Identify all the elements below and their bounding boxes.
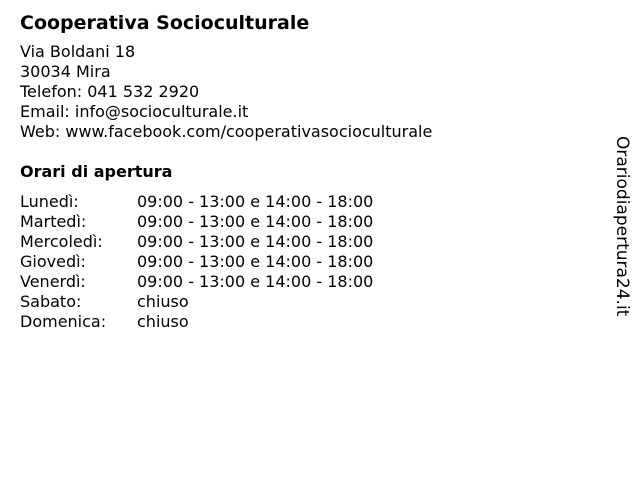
day-label: Lunedì:	[20, 192, 79, 211]
opening-hours-title: Orari di apertura	[20, 162, 173, 181]
day-label: Martedì:	[20, 212, 87, 231]
site-brand-vertical: Orariodiapertura24.it	[612, 136, 632, 317]
hours-row-friday	[20, 272, 600, 292]
day-hours: 09:00 - 13:00 e 14:00 - 18:00	[137, 212, 374, 231]
day-label: Mercoledì:	[20, 232, 103, 251]
opening-hours-table	[20, 192, 600, 332]
day-label: Sabato:	[20, 292, 82, 311]
day-hours: chiuso	[137, 312, 189, 331]
address-street: Via Boldani 18	[20, 42, 136, 61]
day-label: Domenica:	[20, 312, 107, 331]
day-hours: chiuso	[137, 292, 189, 311]
phone-line: Telefon: 041 532 2920	[20, 82, 200, 101]
business-name: Cooperativa Socioculturale	[20, 12, 310, 34]
hours-row-sunday	[20, 312, 600, 332]
hours-row-saturday	[20, 292, 600, 312]
hours-row-thursday	[20, 252, 600, 272]
email-line: Email: info@socioculturale.it	[20, 102, 249, 121]
day-hours: 09:00 - 13:00 e 14:00 - 18:00	[137, 252, 374, 271]
hours-row-monday	[20, 192, 600, 212]
day-hours: 09:00 - 13:00 e 14:00 - 18:00	[137, 192, 374, 211]
hours-row-wednesday	[20, 232, 600, 252]
address-city: 30034 Mira	[20, 62, 111, 81]
day-hours: 09:00 - 13:00 e 14:00 - 18:00	[137, 232, 374, 251]
day-label: Venerdì:	[20, 272, 86, 291]
business-card	[20, 10, 600, 332]
web-line: Web: www.facebook.com/cooperativasocioculturale	[20, 122, 433, 141]
day-label: Giovedì:	[20, 252, 86, 271]
day-hours: 09:00 - 13:00 e 14:00 - 18:00	[137, 272, 374, 291]
hours-row-tuesday	[20, 212, 600, 232]
